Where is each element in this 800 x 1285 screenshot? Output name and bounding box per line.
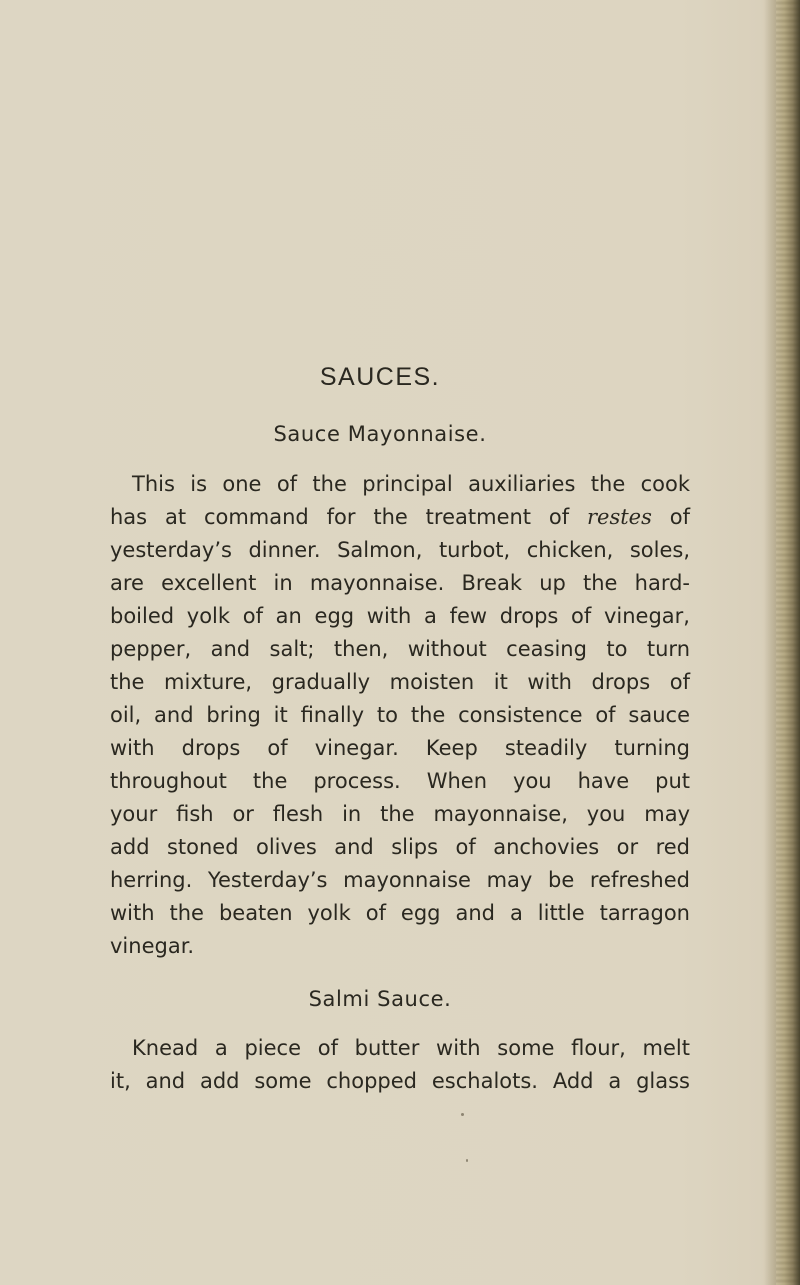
text-line: has at command for the treatment of restes of	[110, 505, 690, 529]
text-line: Knead a piece of butter with some flour, melt	[132, 1036, 690, 1060]
text-line: vinegar.	[110, 934, 195, 958]
paper-speck	[466, 1159, 468, 1162]
page-edge	[776, 0, 800, 1285]
text-line: with the beaten yolk of egg and a little tarragon	[110, 901, 690, 925]
text-line: herring. Yesterday’s mayonnaise may be refreshed	[110, 868, 690, 892]
text-line: boiled yolk of an egg with a few drops of vinegar,	[110, 604, 690, 628]
text-line: yesterday’s dinner. Salmon, turbot, chicken, soles,	[110, 538, 690, 562]
text-line: oil, and bring it finally to the consistence of sauce	[110, 703, 690, 727]
text-line: This is one of the principal auxiliaries the cook	[132, 472, 690, 496]
paragraph-salmi	[110, 1032, 690, 1098]
text-line: pepper, and salt; then, without ceasing to turn	[110, 637, 690, 661]
paragraph-mayonnaise	[110, 468, 690, 963]
page-gutter-shadow	[764, 0, 776, 1285]
text-line: add stoned olives and slips of anchovies or red	[110, 835, 690, 859]
section-title-mayonnaise: Sauce Mayonnaise.	[273, 422, 487, 446]
text-line: the mixture, gradually moisten it with drops of	[110, 670, 690, 694]
italic-word: restes	[587, 505, 652, 529]
section-title-salmi: Salmi Sauce.	[308, 987, 452, 1011]
running-head: SAUCES.	[319, 363, 441, 391]
text-line: your fish or flesh in the mayonnaise, you may	[110, 802, 690, 826]
paper-speck	[461, 1113, 464, 1116]
text-line: with drops of vinegar. Keep steadily turning	[110, 736, 690, 760]
text-line: throughout the process. When you have put	[110, 769, 690, 793]
text-line: are excellent in mayonnaise. Break up the hard-	[110, 571, 690, 595]
text-line: it, and add some chopped eschalots. Add a glass	[110, 1069, 690, 1093]
